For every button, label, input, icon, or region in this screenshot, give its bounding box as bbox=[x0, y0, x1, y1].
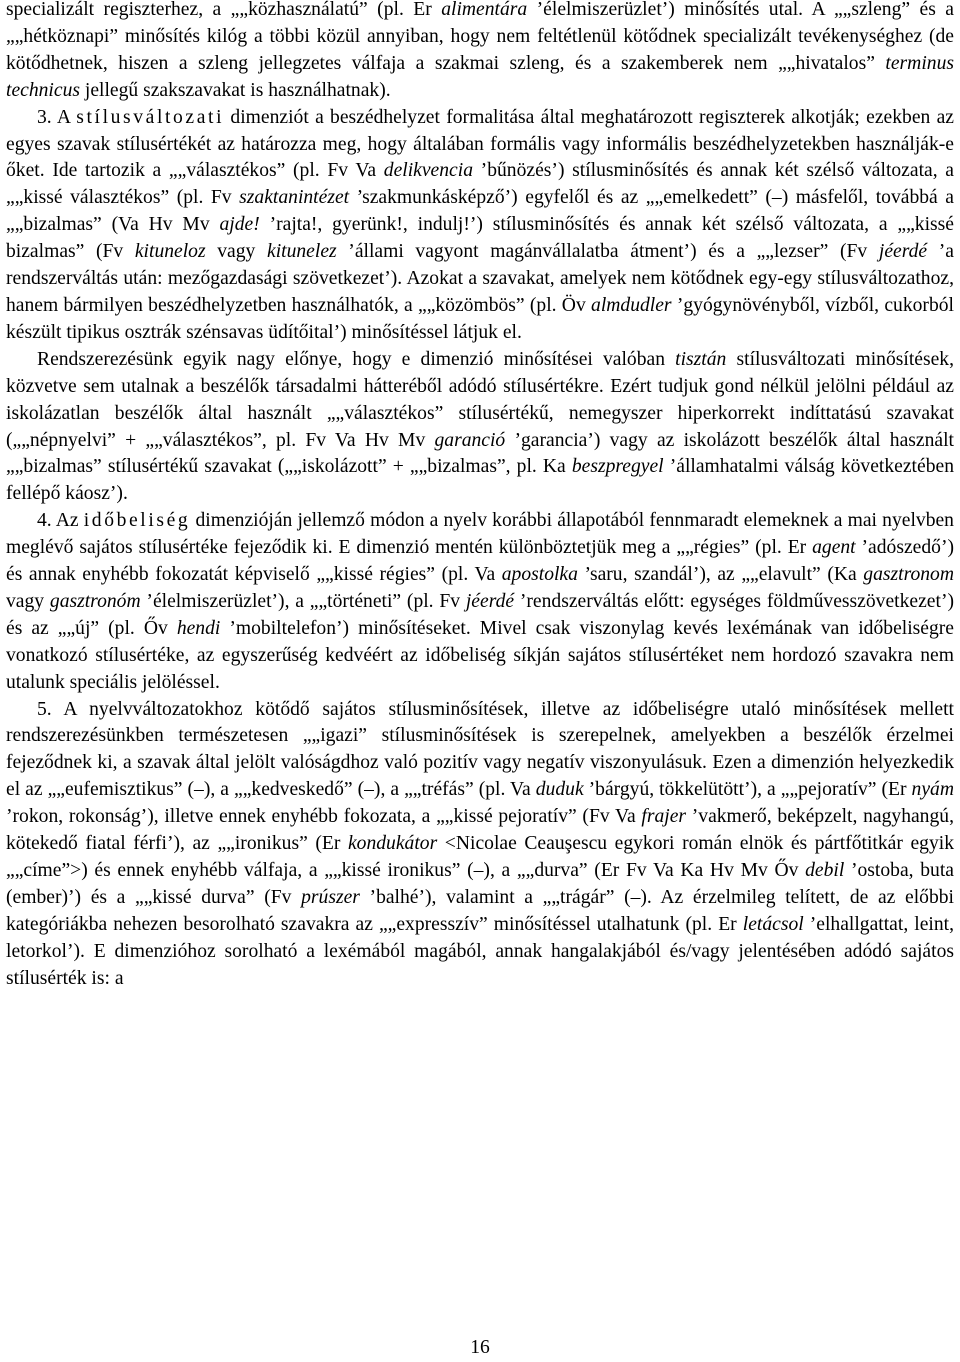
spaced-term: időbeliség bbox=[83, 510, 191, 532]
text-run: ’gyógynövényből, vízből, cukorból készült tipikus osztrák szénsavas üdítőital’) minősítéssel látjuk el. bbox=[6, 294, 954, 343]
italic-term: kituneloz bbox=[134, 241, 206, 263]
italic-term: hendi bbox=[176, 617, 221, 639]
text-run: ’balhé’), valamint a „„trágár” (–). Az érzelmileg telített, de az előbbi kategóriákba nehezen besorolható szavakra az „„expresszív” minősítéssel utalhatunk (pl. Er bbox=[6, 886, 954, 935]
text-run: 4. Az bbox=[37, 510, 84, 532]
text-run: ’állami vagyont magánvállalatba átment’) és a „„lezser” (Fv bbox=[336, 241, 879, 263]
italic-term: beszpregyel bbox=[571, 456, 664, 478]
text-run: ’adószedő’) és annak enyhébb fokozatát képviselő „„kissé régies” (pl. Va bbox=[6, 537, 954, 586]
italic-term: szaktanintézet bbox=[239, 187, 350, 209]
text-run: ’szakmunkásképző’) egyfelől és az „„emelkedett” (–) másfelől, továbbá a „„bizalmas” (Va Hv Mv bbox=[6, 187, 954, 236]
italic-term: garanció bbox=[434, 429, 506, 451]
italic-term: nyám bbox=[911, 779, 954, 801]
text-run: specializált regiszterhez, a „„közhasználatú” (pl. Er bbox=[6, 0, 442, 20]
text-run: ’vakmerő, beképzelt, nagyhangú, kötekedő fiatal férfi’), az „„ironikus” (Er bbox=[6, 806, 954, 855]
page-number: 16 bbox=[470, 1337, 490, 1358]
paragraph bbox=[6, 0, 954, 105]
italic-term: gasztronom bbox=[863, 564, 955, 586]
text-run: vagy bbox=[205, 241, 267, 263]
text-run: vagy bbox=[6, 590, 50, 612]
italic-term: terminus technicus bbox=[6, 52, 954, 101]
text-run: ’élelmiszerüzlet’) minősítés utal. A „„szleng” és a „„hétköznapi” minősítés kilóg a többi közül annyiban, hogy nem feltétlenül kötődnek specializált tevékenységhez (de kötődhetnek, hiszen a szleng jellegzetes válfaja a szakmai szleng, és a szakemberek nem „„hivatalos” bbox=[6, 0, 954, 74]
italic-term: duduk bbox=[535, 779, 584, 801]
text-run: ’a rendszerváltás után: mezőgazdasági szövetkezet’). Azokat a szavakat, amelyek nem kötődnek egy-egy stílusváltozathoz, hanem bármilyen beszédhelyzetben használhatók, a „„közömbös” (pl. Öv bbox=[6, 241, 954, 316]
italic-term: delikvencia bbox=[383, 160, 473, 182]
paragraph bbox=[6, 508, 954, 696]
text-run: ’saru, szandál’), az „„elavult” (Ka bbox=[577, 564, 864, 586]
italic-term: almdudler bbox=[591, 294, 672, 316]
text-run: ’élelmiszerüzlet’), a „„történeti” (pl. Fv bbox=[140, 590, 466, 612]
text-run: ’garancia’) vagy az iskolázott beszélők által használt „„bizalmas” stílusértékű szavakat („„iskolázott” + „„bizalmas”, pl. Ka bbox=[6, 429, 954, 478]
italic-term: debil bbox=[805, 860, 845, 881]
italic-term: tisztán bbox=[675, 348, 727, 370]
text-run: 3. A bbox=[37, 106, 77, 128]
italic-term: alimentára bbox=[441, 0, 528, 20]
italic-term: prúszer bbox=[301, 886, 360, 908]
paragraph bbox=[6, 347, 954, 508]
text-run: Rendszerezésünk egyik nagy előnye, hogy e dimenzió minősítései valóban bbox=[37, 348, 676, 370]
text-run: 5. A nyelvváltozatokhoz kötődő sajátos stílusminősítések, illetve az időbeliségre utaló minősítések mellett rendszerezésünkben természetesen „„igazi” stílusminősítések is szerepelnek, amelyekben a beszélők érzelmei fejeződnek ki, a szavak által jelölt valóságdhoz való pozitív vagy negatív viszonyulásuk. Ezen a dimenzión helyezkedik el az „„eufemisztikus” (–), a „„kedveskedő” (–), a „„tréfás” (pl. Va bbox=[6, 698, 954, 801]
text-run: dimenzióján jellemző módon a nyelv korábbi állapotából fennmaradt elemeknek a mai nyelvben meglévő sajátos stílusértéke fejeződik ki. E dimenzió mentén különböztetjük meg a „„régies” (pl. Er bbox=[6, 510, 954, 559]
text-run: dimenziót a beszédhelyzet formalitása által meghatározott regiszterek alkotják; ezekben az egyes szavak stílusértékét az határozza meg, hogy általában formális vagy informális beszédhelyzetekben használják-e őket. Ide tartozik a „„választékos” (pl. Fv Va bbox=[6, 106, 955, 182]
text-run: ’ostoba, buta (ember)’) és a „„kissé durva” (Fv bbox=[6, 860, 954, 908]
italic-term: kondukátor bbox=[347, 833, 438, 855]
italic-term: ajde! bbox=[219, 214, 260, 236]
paragraph bbox=[6, 105, 954, 347]
italic-term: jéerdé bbox=[465, 590, 515, 612]
document-body bbox=[6, 0, 954, 993]
text-run: <Nicolae Ceauşescu egykori román elnök és pártfőtitkár egyik „„címe”>) és ennek enyhébb válfaja, a „„kissé ironikus” (–), a „„durva” (Er Fv Va Ka Hv Mv Őv bbox=[6, 833, 954, 881]
italic-term: agent bbox=[812, 537, 856, 559]
paragraph bbox=[6, 697, 954, 993]
italic-term: letácsol bbox=[742, 913, 804, 935]
text-run: jellegű szakszavakat is használhatnak). bbox=[80, 79, 391, 101]
italic-term: kitunelez bbox=[267, 241, 337, 263]
text-run: ’államhatalmi válság következtében fellépő káosz’). bbox=[6, 456, 954, 505]
italic-term: apostolka bbox=[501, 564, 578, 586]
italic-term: frajer bbox=[641, 806, 687, 828]
text-run: ’rendszerváltás előtt: egységes földművesszövetkezet’) és az „„új” (pl. Őv bbox=[6, 590, 954, 639]
text-run: ’rokon, rokonság’), illetve ennek enyhébb fokozata, a „„kissé pejoratív” (Fv Va bbox=[6, 806, 642, 828]
text-run: ’bűnözés’) stílusminősítés és annak két szélső változata, a „„kissé választékos” (pl. Fv bbox=[6, 160, 954, 209]
text-run: ’rajta!, gyerünk!, indulj!’) stílusminősítés és annak két szélső változata, a „„kissé bizalmas” (Fv bbox=[6, 214, 954, 263]
text-run: ’bárgyú, tökkelütött’), a „„pejoratív” (Er bbox=[583, 779, 912, 801]
italic-term: gasztronóm bbox=[49, 590, 141, 612]
italic-term: jéerdé bbox=[878, 241, 928, 263]
spaced-term: stílusváltozati bbox=[76, 106, 225, 128]
text-run: ’mobiltelefon’) minősítéseket. Mivel csak viszonylag kevés lexémának van időbeliségre vonatkozó stílusértéke, az egyszerűség kedvéért az időbeliség síkján sajátos stílusértéket nem hordozó szavakra nem utalunk speciális jelöléssel. bbox=[6, 617, 954, 693]
text-run: stílusváltozati minősítések, közvetve sem utalnak a beszélők társadalmi hátteréből adódó stílusértékre. Ezért tudjuk gond nélkül jelölni például az iskolázatlan beszélők által használt „„választékos” stílusértékű, nemegyszer hiperkorrekt indíttatású szavakat („„népnyelvi” + „„választékos”, pl. Fv Va Hv Mv bbox=[6, 348, 954, 451]
text-run: ’elhallgattat, leint, letorkol’). E dimenzióhoz sorolható a lexémából magából, annak hangalakjából és/vagy jelentésében adódó sajátos stílusérték is: a bbox=[6, 913, 954, 989]
